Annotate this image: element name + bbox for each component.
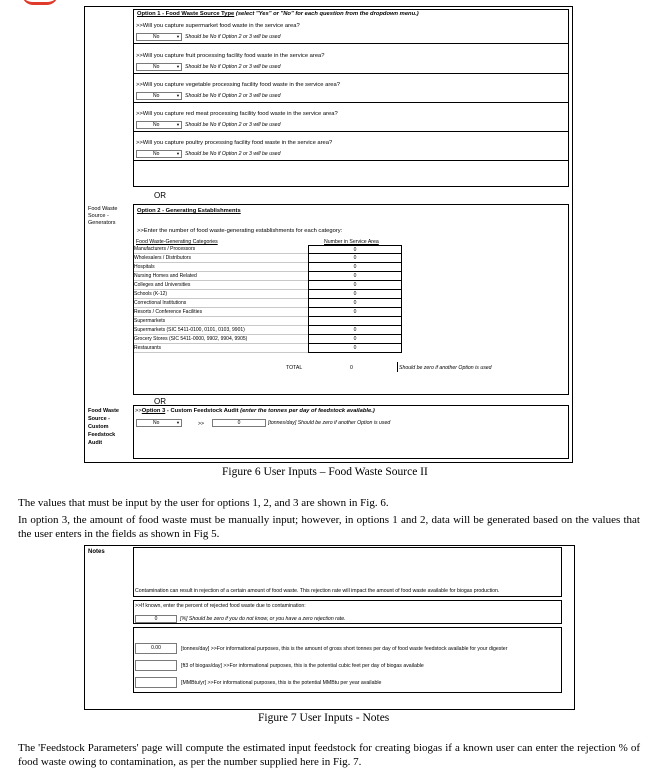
- number-input[interactable]: 0: [308, 335, 402, 344]
- number-input[interactable]: 0: [308, 308, 402, 317]
- column-header-category: Food Waste-Generating Categories: [136, 239, 218, 245]
- category-cell: Manufacturers / Processors: [134, 245, 308, 254]
- number-input[interactable]: 0: [308, 326, 402, 335]
- side-label-line: Feedstock: [88, 432, 116, 438]
- output-value-field: 0.00: [135, 643, 177, 654]
- yes-no-dropdown[interactable]: [136, 33, 182, 41]
- category-cell: Schools (K-12): [134, 290, 308, 299]
- category-cell: Wholesalers / Distributors: [134, 254, 308, 263]
- or-separator: OR: [154, 397, 166, 406]
- option3-title: Option 3: [141, 408, 166, 414]
- total-label: TOTAL: [286, 365, 303, 371]
- paragraph-2: In option 3, the amount of food waste must be manually input; however, in options 1 and 2, data will be generated based on the values that the user enters in the fields as shown in Fig 5.: [18, 514, 640, 540]
- dropdown-arrow-icon: ▼: [176, 122, 180, 127]
- row-divider: [134, 43, 568, 44]
- option3-header: [135, 408, 375, 415]
- option2-instruction: >>Enter the number of food waste-generating establishments for each category:: [137, 228, 343, 234]
- number-input[interactable]: 0: [308, 290, 402, 299]
- total-note-bracket: [397, 362, 398, 372]
- category-cell: Nursing Homes and Related: [134, 272, 308, 281]
- row-divider: [134, 160, 568, 161]
- side-label-line: Generators: [88, 220, 116, 226]
- category-cell: Colleges and Universities: [134, 281, 308, 290]
- question-text: >>Will you capture vegetable processing facility food waste in the service area?: [136, 82, 340, 88]
- option3-title-rest: - Custom Feedstock Audit: [165, 408, 239, 414]
- yes-no-dropdown[interactable]: [136, 150, 182, 158]
- option1-title: Option 1 - Food Waste Source Type: [137, 11, 235, 17]
- dropdown-value: No: [153, 122, 160, 128]
- figure7-caption: Figure 7 User Inputs - Notes: [258, 712, 390, 724]
- dropdown-arrow-icon: ▼: [176, 151, 180, 156]
- side-label-line: Audit: [88, 440, 103, 446]
- number-input[interactable]: 0: [308, 272, 402, 281]
- output-value-field: [135, 677, 177, 688]
- paragraph-3: The 'Feedstock Parameters' page will compute the estimated input feedstock for creating biogas if a known user can enter the rejection % of food waste owing to contamination, as per the number supplied here in Fig. 7.: [18, 742, 640, 768]
- option3-dropdown[interactable]: [136, 419, 182, 427]
- total-note: Should be zero if another Option is used: [399, 365, 492, 371]
- option1-header: [137, 11, 419, 18]
- question-text: >>Will you capture fruit processing facility food waste in the service area?: [136, 53, 325, 59]
- side-label-line: Source -: [88, 213, 109, 219]
- row-divider: [134, 131, 568, 132]
- side-label-generators: [88, 206, 117, 227]
- side-label-line: Food Waste: [88, 408, 119, 414]
- category-cell: Correctional Institutions: [134, 299, 308, 308]
- contamination-text: Contamination can result in rejection of a certain amount of food waste. This rejection rate will impact the amount of food waste available for biogas production.: [135, 588, 500, 594]
- question-text: >>Will you capture red meat processing facility food waste in the service area?: [136, 111, 338, 117]
- row-divider: [134, 73, 568, 74]
- number-input[interactable]: 0: [308, 299, 402, 308]
- side-label-line: Food Waste: [88, 206, 118, 212]
- option1-instruction: (select "Yes" or "No" for each question from the dropdown menu.): [235, 11, 419, 17]
- yes-no-dropdown[interactable]: [136, 63, 182, 71]
- option3-note: [tonnes/day] Should be zero if another Option is used: [268, 420, 391, 426]
- or-separator: OR: [154, 191, 166, 200]
- question-note: Should be No if Option 2 or 3 will be used: [185, 34, 281, 40]
- number-input[interactable]: 0: [308, 344, 402, 353]
- question-note: Should be No if Option 2 or 3 will be used: [185, 151, 281, 157]
- yes-no-dropdown[interactable]: [136, 121, 182, 129]
- output-description: [ft3 of biogas/day] >>For informational purposes, this is the potential cubic feet per day of biogas available: [181, 663, 424, 669]
- dropdown-value: No: [153, 420, 160, 426]
- output-value-field: [135, 660, 177, 671]
- category-cell: Restaurants: [134, 344, 308, 353]
- question-note: Should be No if Option 2 or 3 will be used: [185, 93, 281, 99]
- percent-rejected-input[interactable]: 0: [135, 615, 177, 623]
- yes-no-dropdown[interactable]: [136, 92, 182, 100]
- percent-prompt: >>If known, enter the percent of rejected food waste due to contamination:: [135, 603, 306, 609]
- number-input[interactable]: 0: [308, 263, 402, 272]
- tonnes-per-day-input[interactable]: 0: [212, 419, 266, 427]
- percent-note: [%] Should be zero if you do not know, or you have a zero rejection rate.: [180, 616, 346, 622]
- category-cell: Grocery Stores (SIC 5411-0000, 9902, 9904, 9905): [134, 335, 308, 344]
- number-input[interactable]: 0: [308, 281, 402, 290]
- side-label-custom-audit: [88, 407, 119, 447]
- question-text: >>Will you capture supermarket food waste in the service area?: [136, 23, 300, 29]
- dropdown-value: No: [153, 34, 160, 40]
- logo-fragment: [22, 0, 58, 5]
- output-description: [MMBtu/yr] >>For informational purposes, this is the potential MMBtu per year available: [181, 680, 382, 686]
- number-input[interactable]: [308, 317, 402, 326]
- total-value: 0: [350, 365, 353, 371]
- option3-instruction: (enter the tonnes per day of feedstock available.): [240, 408, 375, 414]
- side-label-line: Custom: [88, 424, 109, 430]
- dropdown-value: No: [153, 64, 160, 70]
- option2-title: Option 2 - Generating Establishments: [137, 208, 241, 214]
- figure6-caption: Figure 6 User Inputs – Food Waste Source II: [222, 466, 428, 478]
- dropdown-arrow-icon: ▼: [176, 64, 180, 69]
- number-input[interactable]: 0: [308, 245, 402, 254]
- dropdown-value: No: [153, 151, 160, 157]
- notes-label: Notes: [88, 549, 105, 555]
- question-note: Should be No if Option 2 or 3 will be used: [185, 122, 281, 128]
- dropdown-arrow-icon: ▼: [176, 34, 180, 39]
- row-divider: [134, 102, 568, 103]
- question-note: Should be No if Option 2 or 3 will be used: [185, 64, 281, 70]
- question-text: >>Will you capture poultry processing facility food waste in the service area?: [136, 140, 333, 146]
- dropdown-value: No: [153, 93, 160, 99]
- column-header-number: Number in Service Area: [324, 239, 379, 245]
- dropdown-arrow-icon: ▼: [176, 93, 180, 98]
- number-input[interactable]: 0: [308, 254, 402, 263]
- category-cell: Supermarkets: [134, 317, 308, 326]
- side-label-line: Source -: [88, 416, 111, 422]
- category-cell: Hospitals: [134, 263, 308, 272]
- option3-prefix: >>: [135, 408, 142, 414]
- category-cell: Resorts / Conference Facilities: [134, 308, 308, 317]
- dropdown-arrow-icon: ▼: [176, 420, 180, 425]
- category-cell: Supermarkets (SIC 5411-0100, 0101, 0103, 9901): [134, 326, 308, 335]
- output-description: [tonnes/day] >>For informational purposes, this is the amount of gross short tonnes per day of food waste feedstock available for your digester: [181, 646, 508, 652]
- option3-arrow: >>: [198, 421, 205, 427]
- paragraph-1: The values that must be input by the user for options 1, 2, and 3 are shown in Fig. 6.: [18, 497, 389, 509]
